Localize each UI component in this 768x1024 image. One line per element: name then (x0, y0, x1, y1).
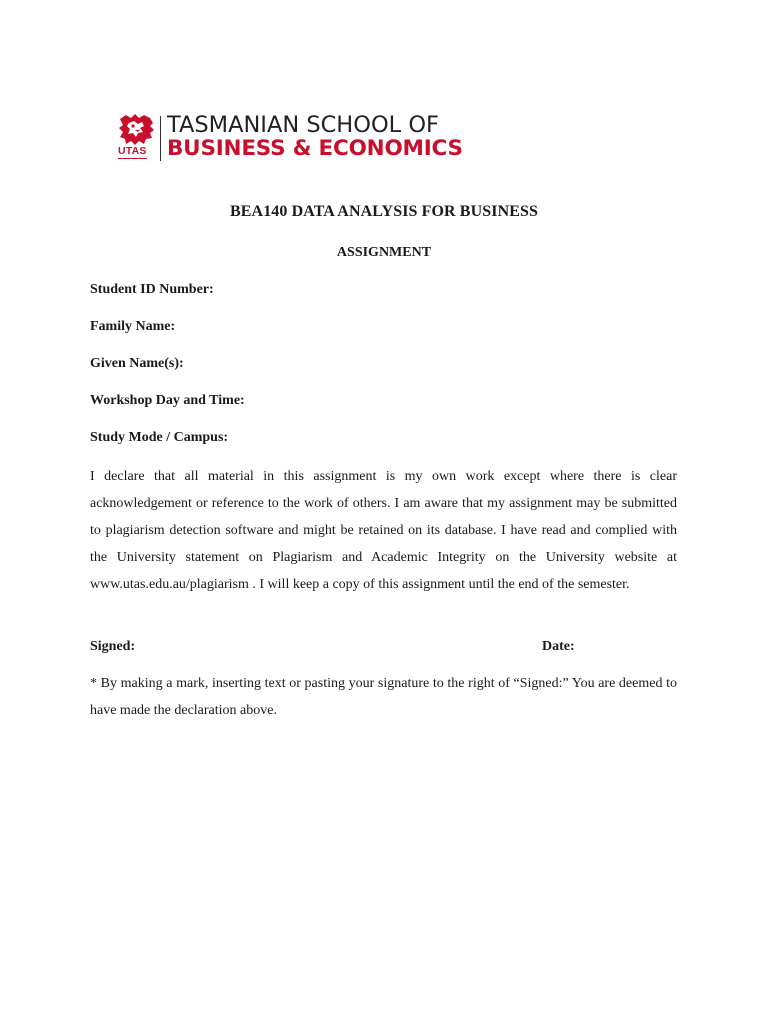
workshop-label: Workshop Day and Time: (90, 393, 245, 408)
date-label: Date: (542, 639, 575, 654)
declaration-paragraph: I declare that all material in this assignment is my own work except where there is clear acknowledgement or reference to the work of others. I am aware that my assignment may be submitted to plagiarism detection software and might be retained on its database. I have read and complied with the University statement on Plagiarism and Academic Integrity on the University website at www.utas.edu.au/plagiarism . I will keep a copy of this assignment until the end of the semester. (90, 469, 677, 592)
given-names-label: Given Name(s): (90, 356, 184, 371)
family-name-label: Family Name: (90, 319, 176, 334)
school-logo (117, 112, 463, 165)
signature-note: * By making a mark, inserting text or pasting your signature to the right of “Signed:” You are deemed to have made the declaration above. (90, 676, 677, 718)
signed-label: Signed: (90, 639, 136, 654)
logo-line-2: BUSINESS & ECONOMICS (167, 136, 463, 161)
lion-crest-icon (117, 113, 157, 163)
document-subtitle: ASSIGNMENT (336, 245, 432, 260)
logo-divider (160, 116, 161, 161)
logo-line-1: TASMANIAN SCHOOL OF (167, 112, 439, 138)
student-id-label: Student ID Number: (90, 282, 214, 297)
document-title: BEA140 DATA ANALYSIS FOR BUSINESS (230, 203, 538, 220)
utas-wordmark: UTAS (118, 145, 147, 157)
study-mode-label: Study Mode / Campus: (90, 430, 229, 445)
